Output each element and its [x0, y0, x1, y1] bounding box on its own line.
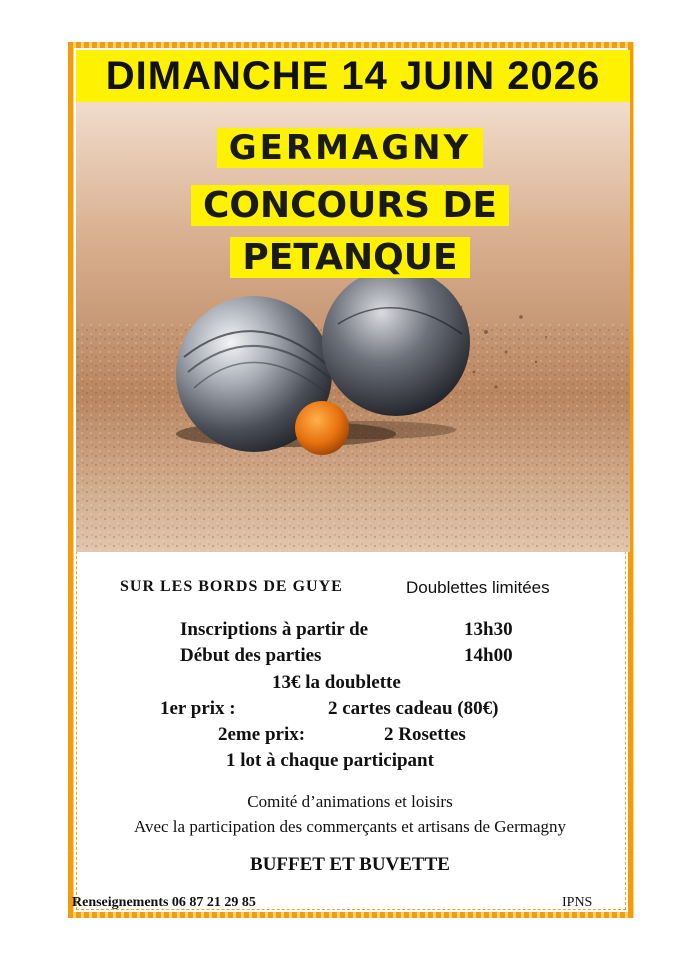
- town-name: GERMAGNY: [217, 128, 483, 168]
- organizer-text: Comité d’animations et loisirs: [247, 792, 453, 811]
- buffet-text: BUFFET ET BUVETTE: [250, 854, 450, 875]
- location-text: SUR LES BORDS DE GUYE: [120, 578, 343, 595]
- town-heading: [0, 126, 700, 170]
- prize-label-2: 2eme prix:: [218, 724, 306, 745]
- prize-value-2: 2 Rosettes: [384, 724, 466, 745]
- title-text-1: CONCOURS DE: [191, 185, 509, 226]
- price-text: 13€ la doublette: [272, 672, 401, 693]
- contact-phone: Renseignements 06 87 21 29 85: [72, 895, 256, 910]
- schedule-value-registration: 13h30: [464, 619, 513, 640]
- schedule-value-start: 14h00: [464, 645, 513, 666]
- title-line-1: [0, 182, 700, 230]
- partners-text: Avec la participation des commerçants et artisans de Germagny: [133, 817, 567, 836]
- format-note: Doublettes limitées: [406, 578, 550, 597]
- event-date: DIMANCHE 14 JUIN 2026: [76, 50, 630, 102]
- schedule-label-registration: Inscriptions à partir de: [180, 619, 369, 640]
- ipns-label: IPNS: [562, 895, 593, 910]
- schedule-label-start: Début des parties: [180, 645, 322, 666]
- participant-lot: 1 lot à chaque participant: [226, 750, 434, 771]
- prize-label-1: 1er prix :: [160, 698, 236, 719]
- title-text-2: PETANQUE: [230, 237, 469, 278]
- prize-value-1: 2 cartes cadeau (80€): [328, 698, 499, 719]
- title-line-2: [0, 234, 700, 282]
